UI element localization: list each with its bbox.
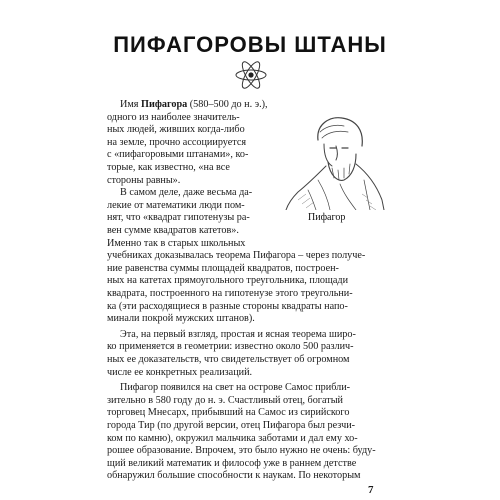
text-line: Пифагор появился на свет на острове Самос прибли-: [120, 382, 351, 394]
text-line: обнаружил большие способности к наукам. По некоторым: [107, 470, 361, 482]
text-line: ком по камню), окружил мальчика заботами и дал ему хо-: [107, 432, 358, 444]
pythagoras-portrait: [278, 110, 388, 210]
text-line: ных на катетах прямоугольного треугольника, площади: [107, 275, 349, 287]
text-line: числе ее конкретных реализаций.: [107, 366, 253, 378]
text-line: стороны равны».: [107, 174, 181, 186]
text-line: города Тир (по другой версии, отец Пифагора был резчи-: [107, 420, 356, 431]
text-line: торые, как известно, «на все: [107, 162, 230, 173]
text-line: минали покрой мужских штанов).: [107, 313, 255, 325]
text-line: ка (эти расходящиеся в разные стороны квадраты напо-: [107, 300, 348, 312]
text-line: нят, что «квадрат гипотенузы ра-: [107, 212, 250, 224]
text-line: зительно в 580 году до н. э. Счастливый отец, богатый: [107, 394, 343, 406]
portrait-caption: Пифагор: [308, 212, 346, 223]
text-line: Эта, на первый взгляд, простая и ясная теорема широ-: [120, 328, 356, 340]
text-line: с «пифагоровыми штанами», ко-: [107, 149, 249, 161]
text-line: Именно так в старых школьных: [107, 237, 246, 249]
text-line: ных людей, живших когда-либо: [107, 124, 245, 136]
text-line: рошее образование. Впрочем, это было нужно не очень: буду-: [107, 445, 376, 457]
text-line: В самом деле, даже весьма да-: [120, 187, 253, 199]
text-line: торговец Мнесарх, прибывший на Самос из сирийского: [107, 407, 350, 419]
text-line: ние равенства суммы площадей квадратов, построен-: [107, 262, 339, 274]
page-title: ПИФАГОРОВЫ ШТАНЫ: [113, 32, 387, 57]
atom-icon: [234, 60, 268, 90]
text-line: щий великий математик и философ уже в раннем детстве: [107, 457, 357, 469]
page-number: 7: [368, 484, 374, 496]
text-line: вен сумме квадратов катетов».: [107, 225, 239, 236]
text-line: квадрата, построенного на гипотенузе этого треугольни-: [107, 288, 353, 299]
text-line: на земле, прочно ассоциируется: [107, 136, 247, 148]
text-line: ных ее доказательств, что свидетельствует об огромном: [107, 354, 350, 365]
text-line: ко применяется в геометрии: известно около 500 различ-: [107, 341, 354, 353]
text-line: Имя Пифагора (580–500 до н. э.),: [120, 99, 268, 110]
text-line: учебниках доказывалась теорема Пифагора – через получе-: [107, 250, 366, 262]
text-line: лекие от математики люди пом-: [107, 199, 245, 211]
text-line: одного из наиболее значитель-: [107, 111, 240, 123]
